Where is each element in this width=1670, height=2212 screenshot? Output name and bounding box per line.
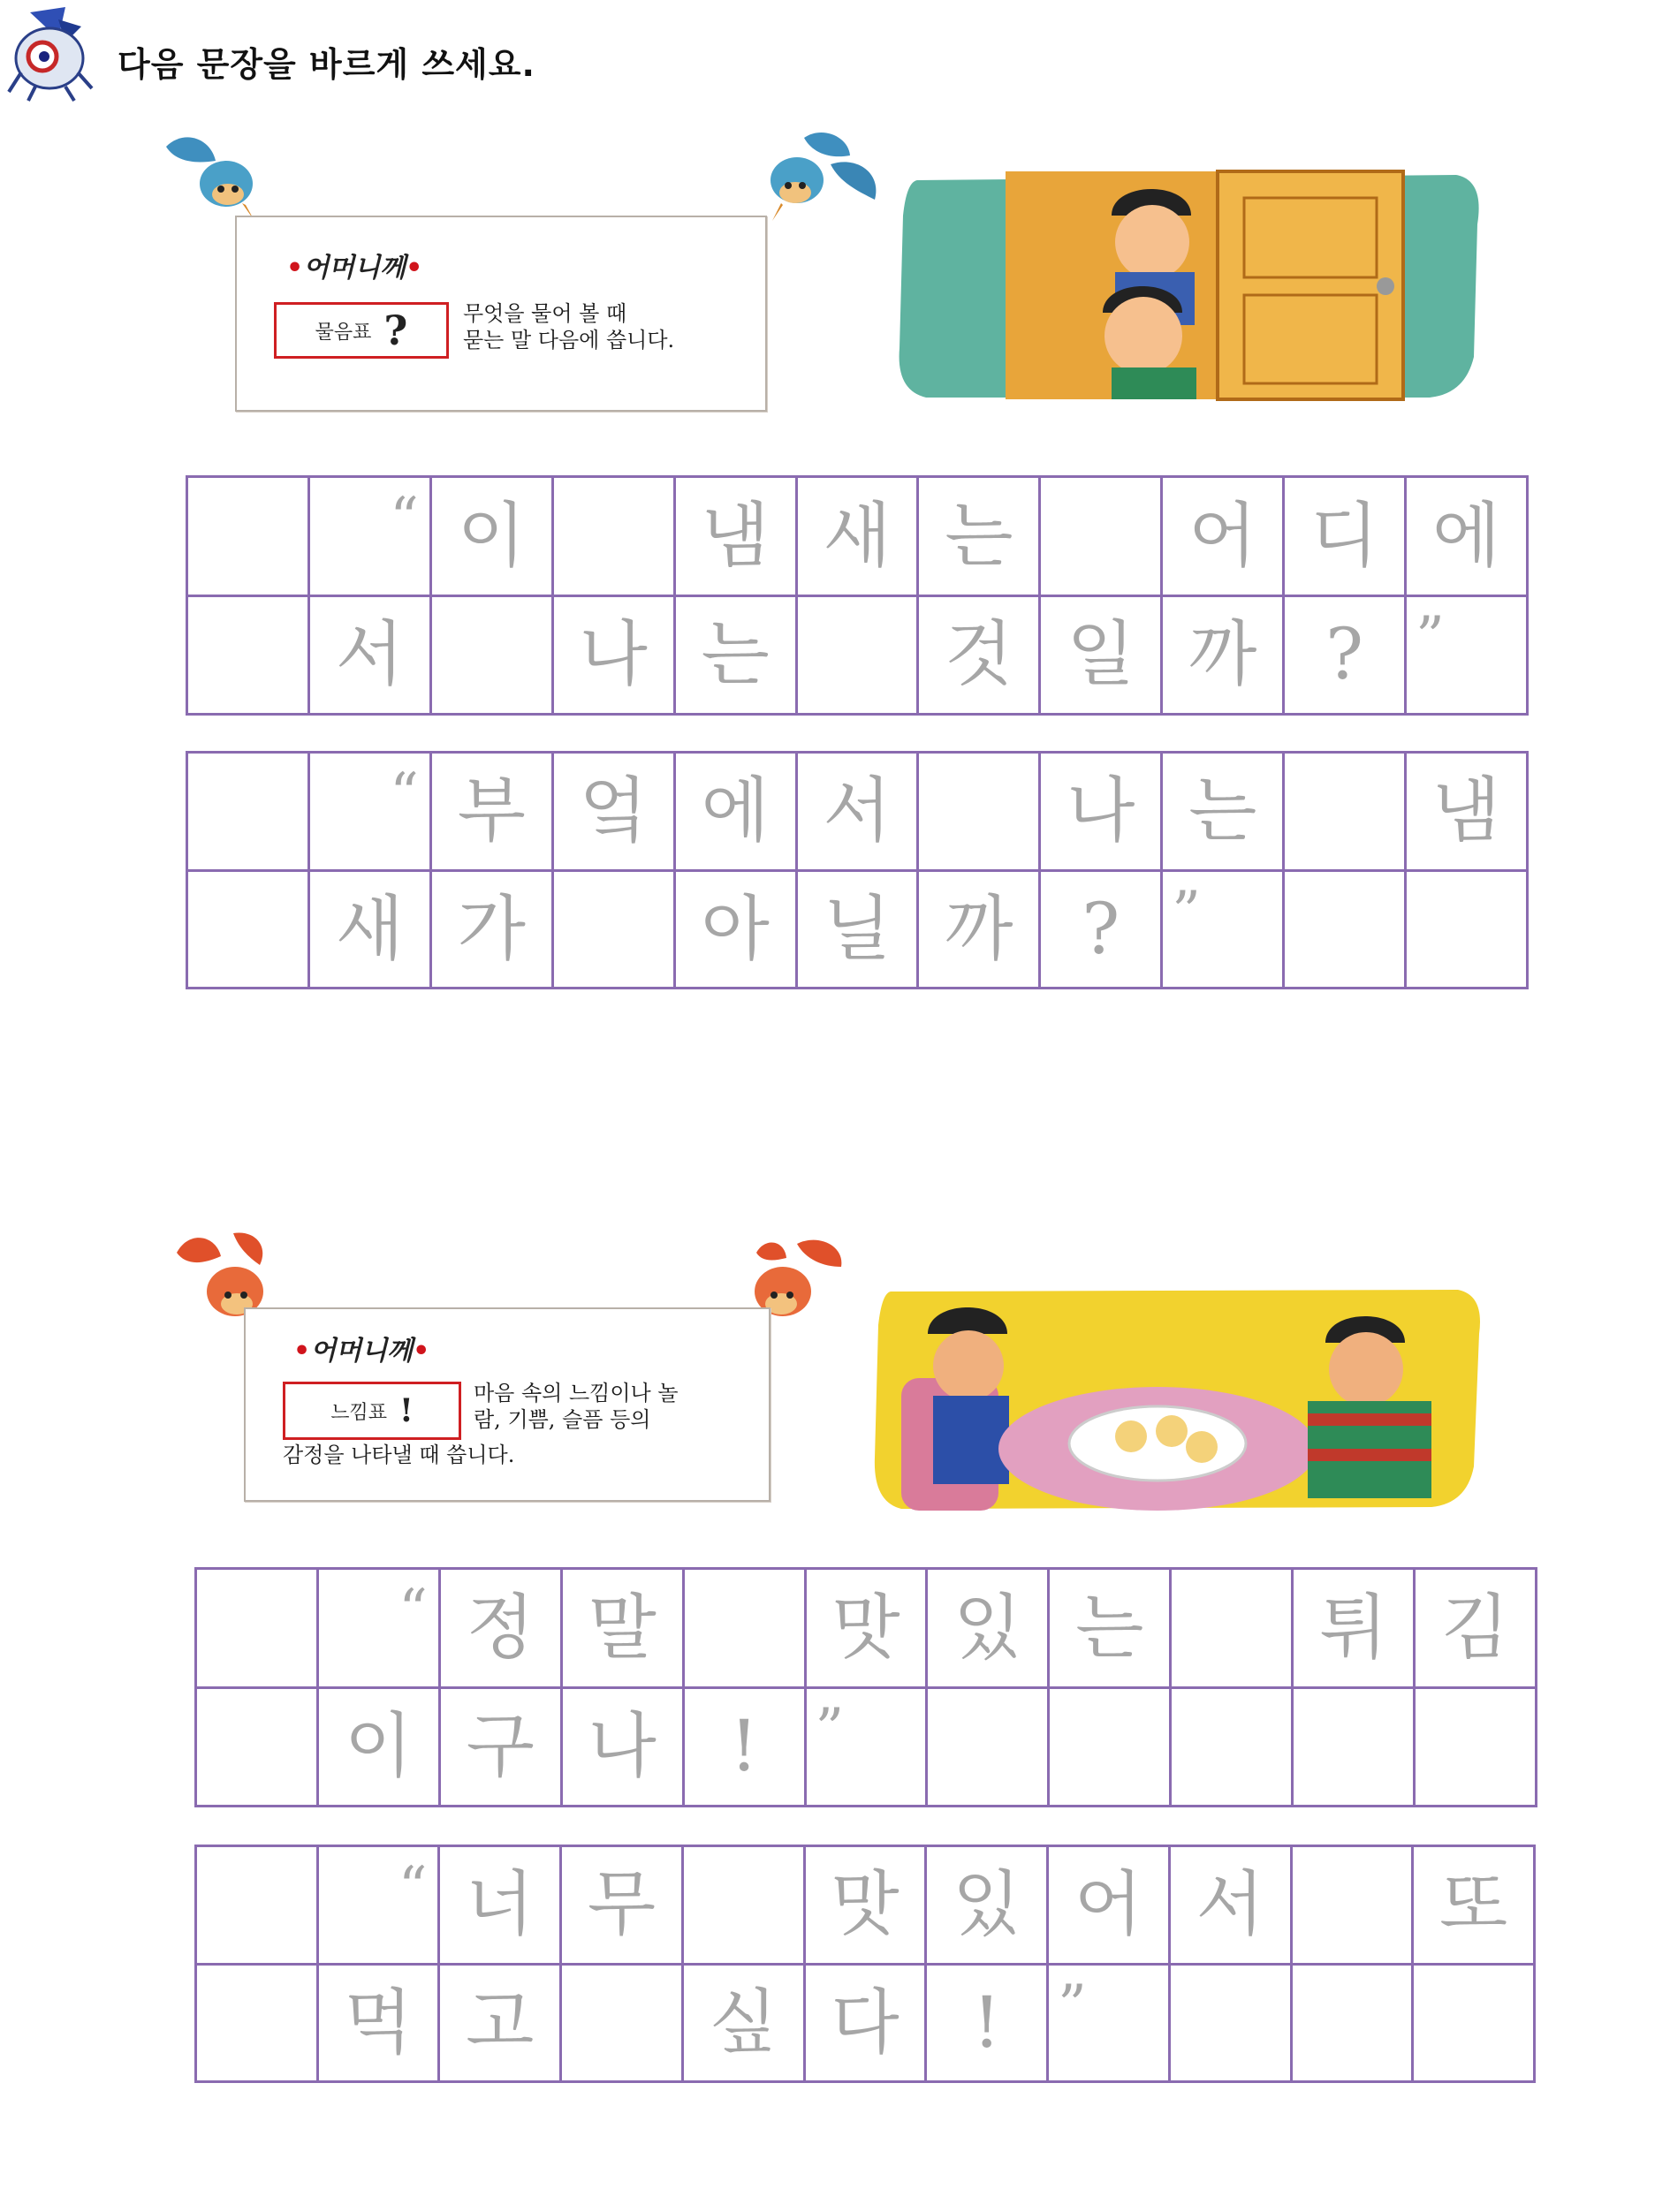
children-at-door-illustration — [891, 163, 1488, 406]
mark-label: 물음표 — [315, 321, 372, 344]
grid-cell — [1171, 1966, 1293, 2084]
grid-cell: 것 — [919, 597, 1041, 716]
grid-cell: 어 — [1163, 478, 1285, 597]
grid-cell: 냄 — [676, 478, 798, 597]
grid-cell: 튀 — [1294, 1570, 1416, 1689]
grid-cell: 나 — [563, 1689, 685, 1808]
grid-cell — [1416, 1689, 1537, 1808]
grid-cell — [432, 597, 554, 716]
grid-cell: ? — [1285, 597, 1407, 716]
grid-cell — [1172, 1570, 1294, 1689]
writing-grid — [186, 475, 1529, 716]
grid-cell — [1407, 872, 1529, 990]
grid-cell: “ — [319, 1570, 441, 1689]
grid-cell — [1294, 1689, 1416, 1808]
question-mark-symbol: ? — [383, 307, 408, 354]
grid-cell: 는 — [1050, 1570, 1172, 1689]
grid-cell — [1285, 872, 1407, 990]
grid-cell: 에 — [676, 754, 798, 872]
grid-cell — [928, 1689, 1050, 1808]
grid-cell: 서 — [798, 754, 920, 872]
mark-description: 마음 속의 느낌이나 놀 람, 기쁨, 슬픔 등의 — [474, 1381, 679, 1432]
grid-cell: 에 — [1407, 478, 1529, 597]
grid-cell: 말 — [563, 1570, 685, 1689]
grid-cell: 디 — [1285, 478, 1407, 597]
grid-cell — [188, 872, 310, 990]
blue-bird-icon — [751, 129, 884, 226]
grid-cell: 맛 — [806, 1847, 928, 1966]
grid-cell: ” — [807, 1689, 929, 1808]
grid-cell: 서 — [1171, 1847, 1293, 1966]
note-card — [244, 1307, 770, 1502]
grid-cell — [919, 754, 1041, 872]
grid-cell — [554, 478, 676, 597]
grid-cell: ” — [1049, 1966, 1171, 2084]
grid-cell: 아 — [676, 872, 798, 990]
children-eating-illustration — [866, 1281, 1490, 1514]
grid-cell: ! — [685, 1689, 807, 1808]
mascot-icon — [4, 4, 110, 102]
grid-cell: 까 — [919, 872, 1041, 990]
mark-label: 느낌표 — [330, 1401, 387, 1424]
grid-cell — [684, 1847, 806, 1966]
grid-cell: 서 — [310, 597, 432, 716]
grid-cell: ” — [1407, 597, 1529, 716]
note-card — [235, 216, 767, 412]
grid-cell: 김 — [1416, 1570, 1537, 1689]
grid-cell — [1293, 1966, 1415, 2084]
grid-cell: 또 — [1414, 1847, 1536, 1966]
grid-cell — [197, 1689, 319, 1808]
grid-cell: ! — [927, 1966, 1049, 2084]
exclamation-mark-box — [283, 1382, 461, 1440]
grid-cell: ? — [1041, 872, 1163, 990]
grid-cell — [1414, 1966, 1536, 2084]
grid-cell: “ — [310, 478, 432, 597]
grid-cell: 무 — [562, 1847, 684, 1966]
grid-cell: 어 — [1049, 1847, 1171, 1966]
grid-cell: 이 — [432, 478, 554, 597]
grid-cell: 다 — [806, 1966, 928, 2084]
grid-cell — [554, 872, 676, 990]
grid-cell: 이 — [319, 1689, 441, 1808]
grid-cell: 새 — [310, 872, 432, 990]
grid-cell: 부 — [432, 754, 554, 872]
grid-cell — [798, 597, 920, 716]
grid-cell: 가 — [432, 872, 554, 990]
grid-cell: 엌 — [554, 754, 676, 872]
exclamation-mark-symbol: ! — [399, 1392, 414, 1429]
grid-cell — [1050, 1689, 1172, 1808]
grid-cell: 새 — [798, 478, 920, 597]
grid-cell: 있 — [928, 1570, 1050, 1689]
grid-cell: 구 — [441, 1689, 563, 1808]
grid-cell: 는 — [1163, 754, 1285, 872]
card-title: •어머니께• — [286, 253, 423, 284]
grid-cell — [188, 478, 310, 597]
mark-description-continued: 감정을 나타낼 때 씁니다. — [283, 1443, 515, 1467]
grid-cell: 는 — [676, 597, 798, 716]
grid-cell: 일 — [1041, 597, 1163, 716]
grid-cell — [197, 1966, 319, 2084]
grid-cell: 너 — [440, 1847, 562, 1966]
writing-grid — [194, 1845, 1536, 2083]
grid-cell: 싶 — [684, 1966, 806, 2084]
grid-cell: 정 — [441, 1570, 563, 1689]
grid-cell: 있 — [927, 1847, 1049, 1966]
grid-cell — [197, 1570, 319, 1689]
question-mark-box — [274, 302, 449, 359]
grid-cell: 나 — [554, 597, 676, 716]
grid-cell: 까 — [1163, 597, 1285, 716]
card-title: •어머니께• — [293, 1336, 430, 1367]
instruction-text: 다음 문장을 바르게 쓰세요. — [118, 45, 535, 84]
grid-cell — [197, 1847, 319, 1966]
grid-cell — [188, 754, 310, 872]
writing-grid — [194, 1567, 1537, 1807]
grid-cell: 먹 — [319, 1966, 441, 2084]
grid-cell: 닐 — [798, 872, 920, 990]
grid-cell: 는 — [919, 478, 1041, 597]
grid-cell — [1172, 1689, 1294, 1808]
grid-cell: 고 — [440, 1966, 562, 2084]
grid-cell: “ — [319, 1847, 441, 1966]
grid-cell — [562, 1966, 684, 2084]
grid-cell: 맛 — [807, 1570, 929, 1689]
blue-bird-icon — [157, 129, 272, 226]
grid-cell: 나 — [1041, 754, 1163, 872]
grid-cell — [1285, 754, 1407, 872]
grid-cell — [685, 1570, 807, 1689]
mark-description: 무엇을 물어 볼 때 묻는 말 다음에 씁니다. — [463, 301, 675, 352]
writing-grid — [186, 751, 1529, 989]
grid-cell — [1041, 478, 1163, 597]
grid-cell: ” — [1163, 872, 1285, 990]
grid-cell: 냄 — [1407, 754, 1529, 872]
grid-cell — [188, 597, 310, 716]
grid-cell: “ — [310, 754, 432, 872]
grid-cell — [1293, 1847, 1415, 1966]
